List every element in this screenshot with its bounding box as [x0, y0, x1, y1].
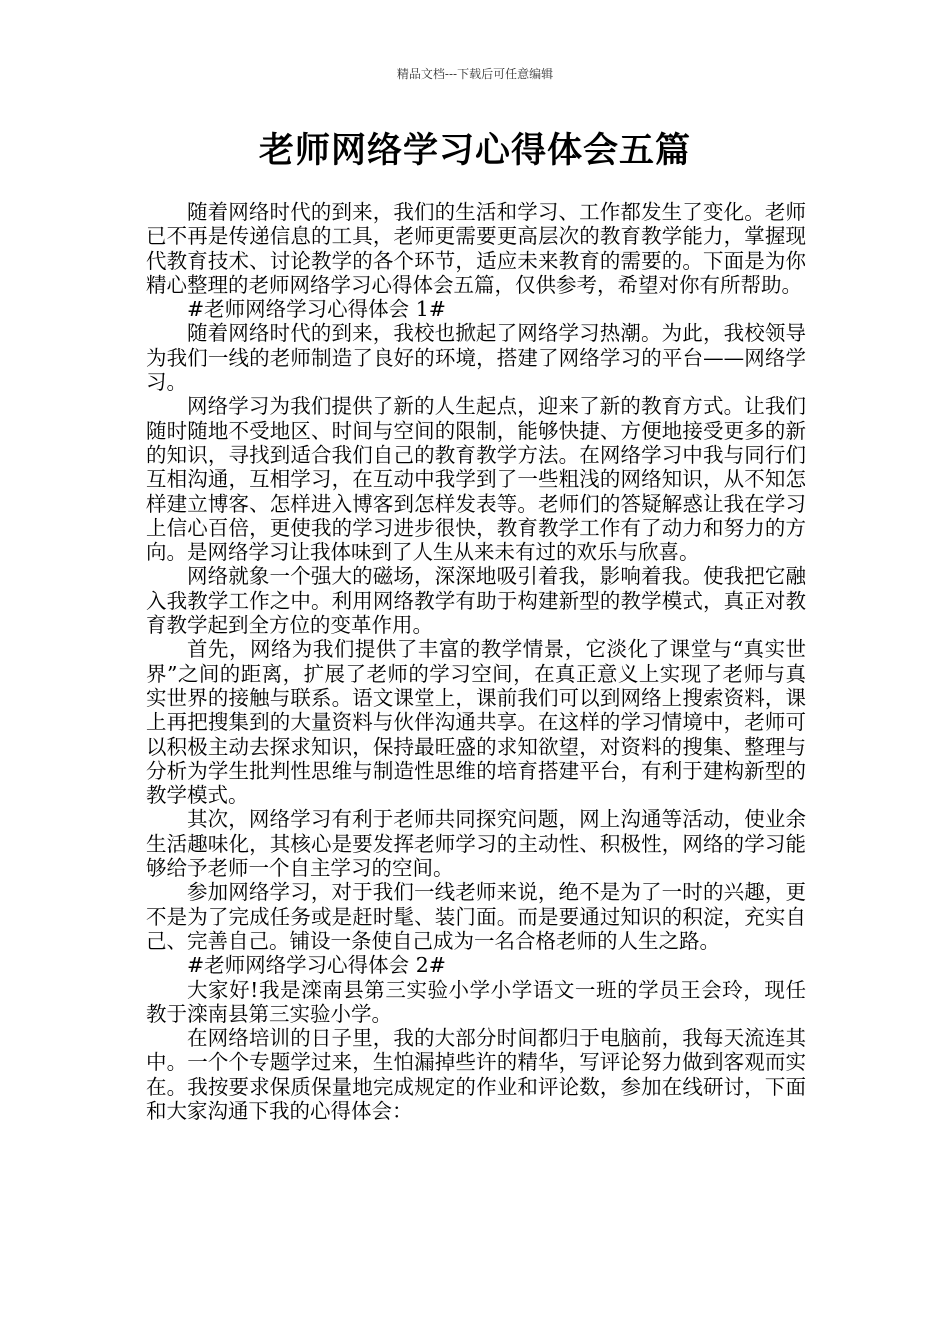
document-title: 老师网络学习心得体会五篇 [258, 130, 691, 171]
document-body [146, 200, 806, 1123]
body-paragraph: 大家好!我是滦南县第三实验小学小学语文一班的学员王会玲，现任教于滦南县第三实验小学。 [146, 977, 806, 1026]
body-paragraph: 其次，网络学习有利于老师共同探究问题，网上沟通等活动，使业余生活趣味化，其核心是要发挥老师学习的主动性、积极性，网络的学习能够给予老师一个自主学习的空间。 [146, 807, 806, 881]
intro-paragraph: 随着网络时代的到来，我们的生活和学习、工作都发生了变化。老师已不再是传递信息的工具，老师更需要更高层次的教育教学能力，掌握现代教育技术、讨论教学的各个环节，适应未来教育的需要的。下面是为你精心整理的老师网络学习心得体会五篇，仅供参考，希望对你有所帮助。 [146, 200, 806, 297]
header-note: 精品文档---下载后可任意编辑 [396, 67, 554, 81]
body-paragraph: 首先，网络为我们提供了丰富的教学情景，它淡化了课堂与“真实世界”之间的距离，扩展了老师的学习空间，在真正意义上实现了老师与真实世界的接触与联系。语文课堂上，课前我们可以到网络上搜索资料，课上再把搜集到的大量资料与伙伴沟通共享。在这样的学习情境中，老师可以积极主动去探求知识，保持最旺盛的求知欲望，对资料的搜集、整理与分析为学生批判性思维与制造性思维的培育搭建平台，有利于建构新型的教学模式。 [146, 637, 806, 808]
body-paragraph: 随着网络时代的到来，我校也掀起了网络学习热潮。为此，我校领导为我们一线的老师制造了良好的环境，搭建了网络学习的平台——网络学习。 [146, 321, 806, 395]
body-paragraph: 网络学习为我们提供了新的人生起点，迎来了新的教育方式。让我们随时随地不受地区、时间与空间的限制，能够快捷、方便地接受更多的新的知识，寻找到适合我们自己的教育教学方法。在网络学习中我与同行们互相沟通，互相学习，在互动中我学到了一些粗浅的网络知识，从不知怎样建立博客、怎样进入博客到怎样发表等。老师们的答疑解惑让我在学习上信心百倍，更使我的学习进步很快，教育教学工作有了动力和努力的方向。是网络学习让我体味到了人生从来未有过的欢乐与欣喜。 [146, 394, 806, 565]
section-heading-1: #老师网络学习心得体会 1# [187, 297, 446, 322]
body-paragraph: 在网络培训的日子里，我的大部分时间都归于电脑前，我每天流连其中。一个个专题学过来，生怕漏掉些许的精华，写评论努力做到客观而实在。我按要求保质保量地完成规定的作业和评论数，参加在线研讨，下面和大家沟通下我的心得体会： [146, 1026, 806, 1123]
section-heading-2: #老师网络学习心得体会 2# [187, 953, 446, 978]
body-paragraph: 参加网络学习，对于我们一线老师来说，绝不是为了一时的兴趣，更不是为了完成任务或是赶时髦、装门面。而是要通过知识的积淀，充实自己、完善自己。铺设一条使自己成为一名合格老师的人生之路。 [146, 880, 806, 953]
body-paragraph: 网络就象一个强大的磁场，深深地吸引着我，影响着我。使我把它融入我教学工作之中。利用网络教学有助于构建新型的教学模式，真正对教育教学起到全方位的变革作用。 [146, 564, 806, 638]
